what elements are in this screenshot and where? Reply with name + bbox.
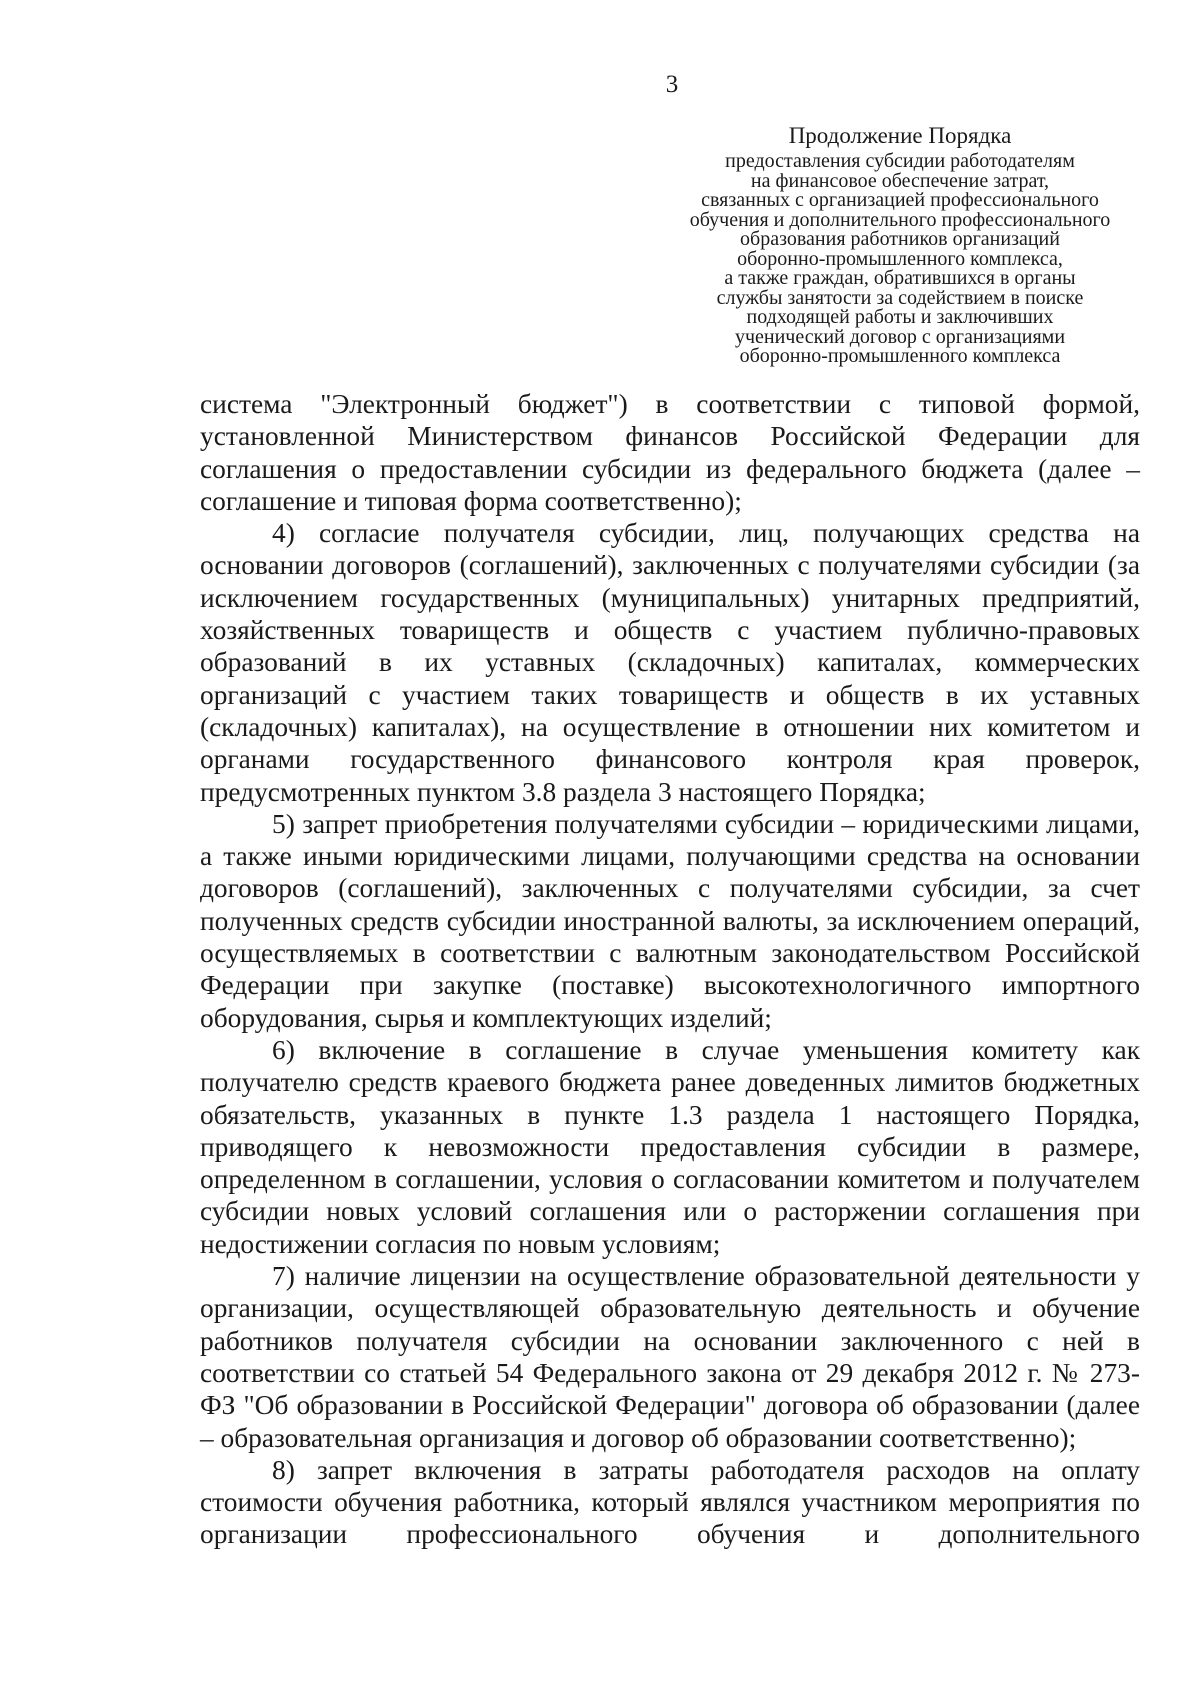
page-number: 3: [665, 71, 679, 98]
paragraph-item-6: 6) включение в соглашение в случае уменьшения комитету как получателю средств краевого бюджета ранее доведенных лимитов бюджетных обязательств, указанных в пункте 1.3 раздела 1 настоящего Порядка, приводящего к невозможности предоставления субсидии в размере, определенном в соглашении, условия о согласовании комитетом и получателем субсидии новых условий соглашения или о расторжении соглашения при недостижении согласия по новым условиям;: [200, 1034, 1140, 1259]
header-line: предоставления субсидии работодателям: [725, 150, 1075, 172]
document-header: [600, 122, 1200, 367]
header-line: обучения и дополнительного профессионального: [689, 208, 1111, 231]
header-line: оборонно-промышленного комплекса,: [737, 247, 1063, 270]
header-line: службы занятости за содействием в поиске: [716, 286, 1084, 309]
header-line: на финансовое обеспечение затрат,: [750, 169, 1050, 192]
header-line: связанных с организацией профессионального: [701, 189, 1099, 211]
header-line: оборонно-промышленного комплекса: [739, 345, 1061, 367]
header-line: образования работников организаций: [740, 228, 1060, 250]
header-line: ученический договор с организациями: [734, 325, 1066, 348]
paragraph-continuation: система "Электронный бюджет") в соответствии с типовой формой, установленной Министерством финансов Российской Федерации для соглашения о предоставлении субсидии из федерального бюджета (далее – соглашение и типовая форма соответственно);: [200, 389, 1140, 516]
header-line: а также граждан, обратившихся в органы: [724, 267, 1076, 289]
paragraph-item-4: 4) согласие получателя субсидии, лиц, получающих средства на основании договоров (соглашений), заключенных с получателями субсидии (за исключением государственных (муниципальных) унитарных предприятий, хозяйственных товариществ и обществ с участием публично-правовых образований в их уставных (складочных) капиталах, коммерческих организаций с участием таких товариществ и обществ в их уставных (складочных) капиталах), на осуществление в отношении них комитетом и органами государственного финансового контроля края проверок, предусмотренных пунктом 3.8 раздела 3 настоящего Порядка;: [200, 518, 1140, 807]
paragraph-item-7: 7) наличие лицензии на осуществление образовательной деятельности у организации, осуществляющей образовательную деятельность и обучение работников получателя субсидии на основании заключенного с ней в соответствии со статьей 54 Федерального закона от 29 декабря 2012 г. № 273-ФЗ "Об образовании в Российской Федерации" договора об образовании (далее – образовательная организация и договор об образовании соответственно);: [200, 1261, 1140, 1453]
paragraph-item-8: 8) запрет включения в затраты работодателя расходов на оплату стоимости обучения работника, который являлся участником мероприятия по организации профессионального обучения и дополнительного: [200, 1454, 1140, 1550]
header-line: подходящей работы и заключивших: [746, 306, 1054, 328]
header-title: Продолжение Порядка: [788, 123, 1012, 148]
document-body: [200, 388, 1140, 1551]
paragraph-item-5: 5) запрет приобретения получателями субсидии – юридическими лицами, а также иными юридическими лицами, получающими средства на основании договоров (соглашений), заключенных с получателями субсидии, за счет полученных средств субсидии иностранной валюты, за исключением операций, осуществляемых в соответствии с валютным законодательством Российской Федерации при закупке (поставке) высокотехнологичного импортного оборудования, сырья и комплектующих изделий;: [200, 808, 1140, 1033]
